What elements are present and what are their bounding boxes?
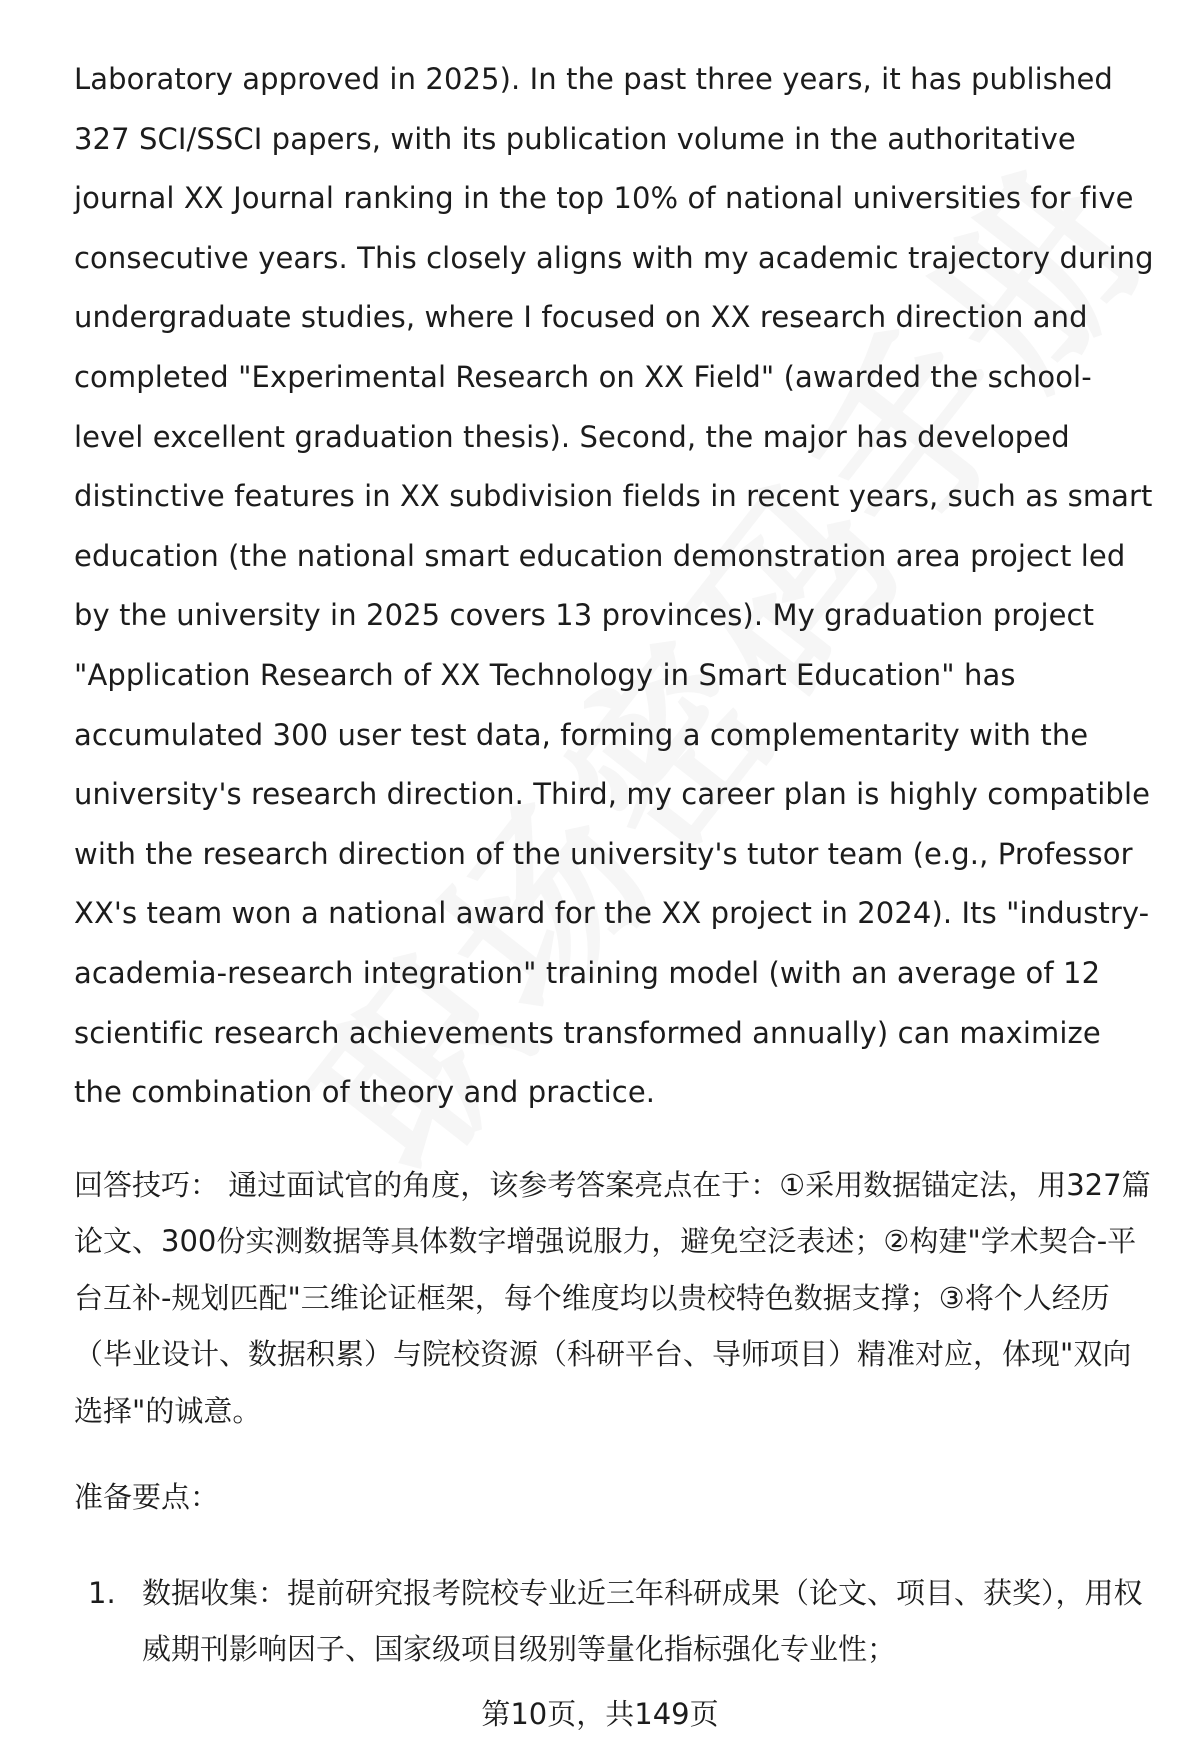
english-paragraph: Laboratory approved in 2025). In the past three years, it has published 327 SCI/SSCI papers, with its publication volume in the authoritative journal XX Journal ranking in the top 10% of national universities for five consecutive years. This closely aligns with my academic trajectory during undergraduate studies, where I focused on XX research direction and completed "Experimental Research on XX Field" (awarded the school-level excellent graduation thesis). Second, the major has developed distinctive features in XX subdivision fields in recent years, such as smart education (the national smart education demonstration area project led by the university in 2025 covers 13 provinces). My graduation project "Application Research of XX Technology in Smart Education" has accumulated 300 user test data, forming a complementarity with the university's research direction. Third, my career plan is highly compatible with the research direction of the university's tutor team (e.g., Professor XX's team won a national award for the XX project in 2024). Its "industry-academia-research integration" training model (with an average of 12 scientific research achievements transformed annually) can maximize the combination of theory and practice.: [74, 62, 1154, 1110]
document-body: [74, 50, 1154, 1677]
prep-list: [74, 1565, 1154, 1677]
list-item: [74, 1565, 1154, 1677]
list-item-text: 数据收集：提前研究报考院校专业近三年科研成果（论文、项目、获奖），用权威期刊影响因子、国家级项目级别等量化指标强化专业性；: [142, 1576, 1143, 1667]
page-footer: 第10页，共149页: [481, 1697, 719, 1731]
list-item-number: 1.: [88, 1576, 116, 1611]
tips-paragraph: 回答技巧： 通过面试官的角度，该参考答案亮点在于：①采用数据锚定法，用327篇论文、300份实测数据等具体数字增强说服力，避免空泛表述；②构建"学术契合-平台互补-规划匹配"三维论证框架，每个维度均以贵校特色数据支撑；③将个人经历（毕业设计、数据积累）与院校资源（科研平台、导师项目）精准对应，体现"双向选择"的诚意。: [74, 1167, 1151, 1428]
prep-heading: 准备要点：: [74, 1480, 220, 1515]
